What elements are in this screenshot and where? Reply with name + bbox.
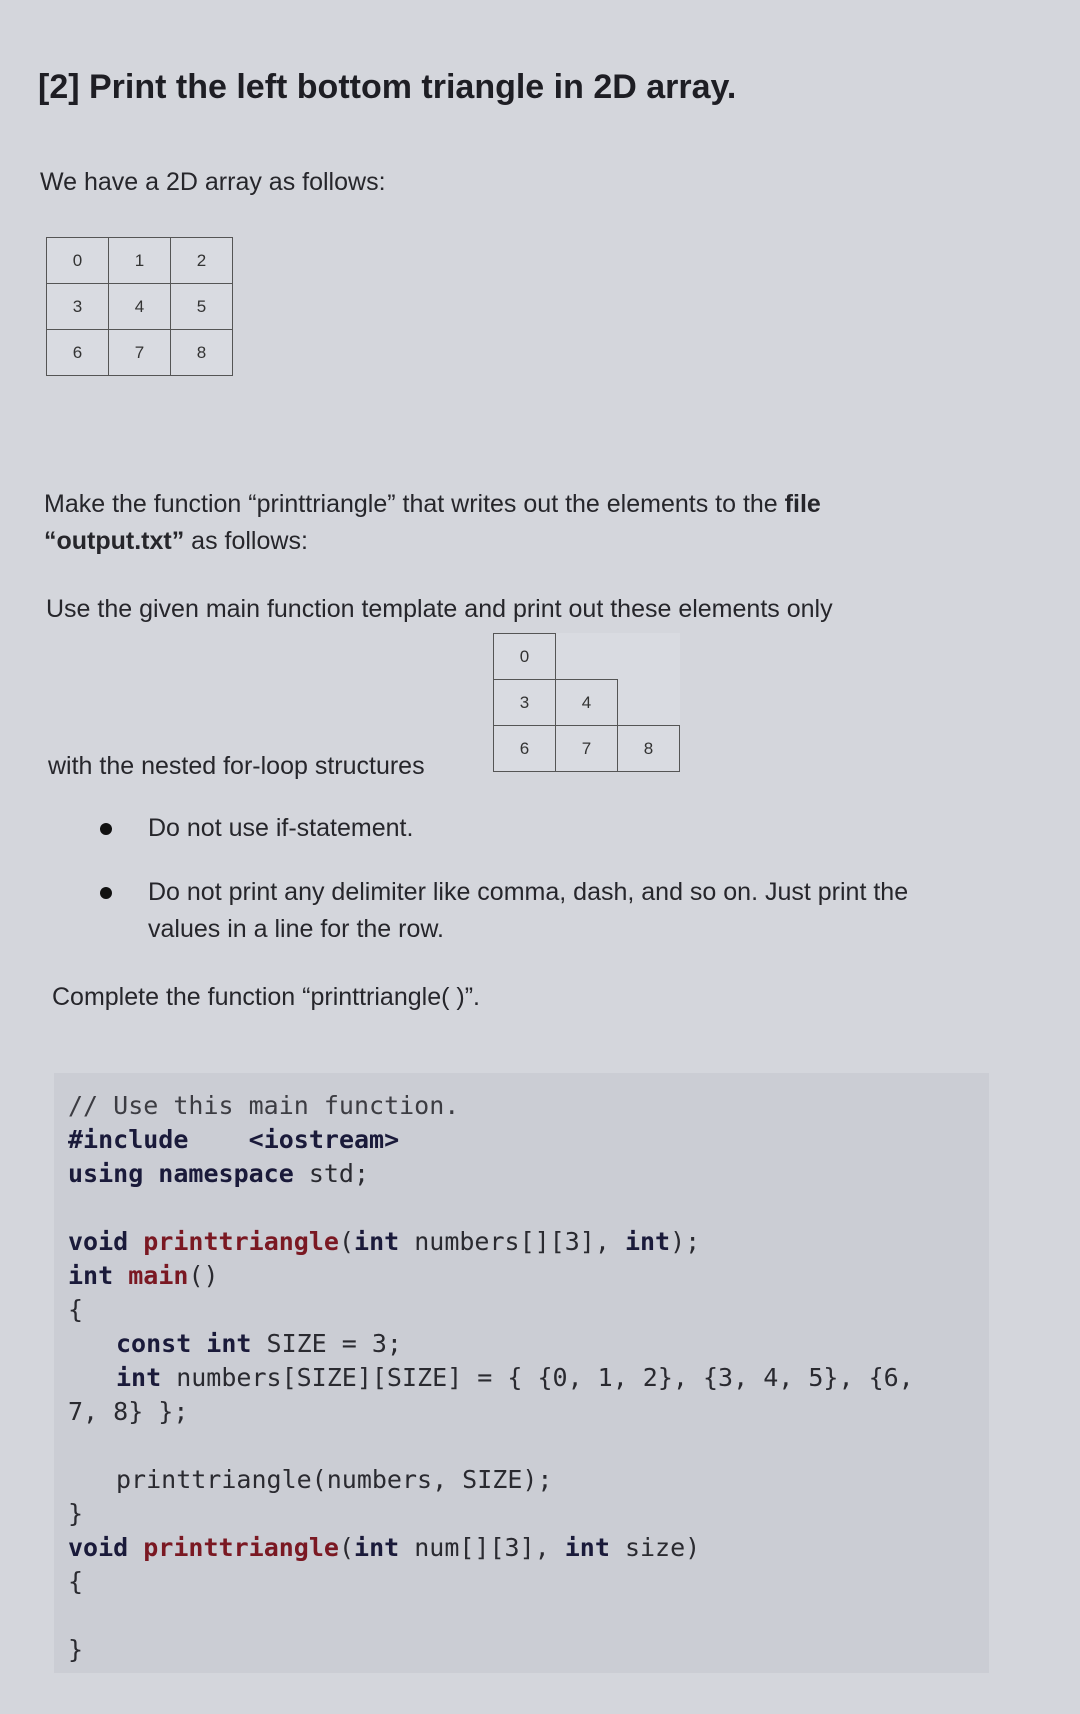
- code-include: #include <iostream>: [68, 1125, 400, 1154]
- array-cell: 0: [47, 238, 109, 284]
- problem-title: [2] Print the left bottom triangle in 2D array.: [38, 68, 737, 106]
- complete-instruction: Complete the function “printtriangle( )”.: [52, 983, 480, 1011]
- array-table: [46, 237, 233, 376]
- code-size-const: const int SIZE = 3;: [116, 1329, 402, 1358]
- output-file-name: file “output.txt”: [44, 490, 821, 555]
- code-call: printtriangle(numbers, SIZE);: [116, 1465, 553, 1494]
- code-brace-close: }: [68, 1635, 84, 1664]
- bullet-icon: [100, 823, 112, 835]
- code-listing: [54, 1073, 989, 1667]
- array-cell: 7: [109, 330, 171, 376]
- rules-list: [100, 810, 980, 948]
- code-block: [54, 1073, 989, 1673]
- array-row: [47, 238, 233, 284]
- code-array-decl: int numbers[SIZE][SIZE] = { {0, 1, 2}, {3, 4, 5}, {6,: [116, 1363, 914, 1392]
- array-cell: 5: [171, 284, 233, 330]
- triangle-table: [493, 633, 680, 772]
- code-using: using namespace std;: [68, 1159, 370, 1188]
- code-brace-close: }: [68, 1499, 84, 1528]
- code-prototype: void printtriangle(int numbers[][3], int);: [68, 1227, 701, 1256]
- array-cell: 1: [109, 238, 171, 284]
- code-blank: [68, 1599, 989, 1633]
- rule-item: [100, 874, 980, 948]
- triangle-cell: 3: [494, 680, 556, 726]
- triangle-blank: [556, 634, 618, 680]
- instruction-text-end: as follows:: [184, 527, 308, 555]
- rule-text: Do not use if-statement.: [148, 814, 414, 842]
- instruction-paragraph: [44, 486, 944, 560]
- code-brace-open: {: [68, 1295, 84, 1324]
- triangle-row: [494, 726, 680, 772]
- instruction-text: Make the function “printtriangle” that writes out the elements to the: [44, 490, 785, 518]
- triangle-row: [494, 634, 680, 680]
- code-comment: // Use this main function.: [68, 1091, 460, 1120]
- array-cell: 4: [109, 284, 171, 330]
- code-array-decl-cont: 7, 8} };: [68, 1397, 189, 1426]
- code-blank: [68, 1429, 989, 1463]
- code-main: int main(): [68, 1261, 219, 1290]
- bullet-icon: [100, 887, 112, 899]
- array-cell: 6: [47, 330, 109, 376]
- triangle-cell: 7: [556, 726, 618, 772]
- array-row: [47, 284, 233, 330]
- rule-item: [100, 810, 980, 847]
- code-blank: [68, 1191, 989, 1225]
- triangle-cell: 4: [556, 680, 618, 726]
- triangle-row: [494, 680, 680, 726]
- array-cell: 3: [47, 284, 109, 330]
- triangle-blank: [618, 680, 680, 726]
- triangle-cell: 6: [494, 726, 556, 772]
- triangle-cell: 0: [494, 634, 556, 680]
- rule-text: Do not print any delimiter like comma, dash, and so on. Just print the values in a line for the row.: [148, 878, 909, 943]
- array-cell: 2: [171, 238, 233, 284]
- triangle-cell: 8: [618, 726, 680, 772]
- code-definition: void printtriangle(int num[][3], int size): [68, 1533, 701, 1562]
- triangle-blank: [618, 634, 680, 680]
- intro-text: We have a 2D array as follows:: [40, 168, 386, 196]
- loop-instruction: with the nested for-loop structures: [48, 752, 425, 780]
- template-instruction: Use the given main function template and print out these elements only: [46, 595, 833, 623]
- code-brace-open: {: [68, 1567, 84, 1596]
- array-cell: 8: [171, 330, 233, 376]
- array-row: [47, 330, 233, 376]
